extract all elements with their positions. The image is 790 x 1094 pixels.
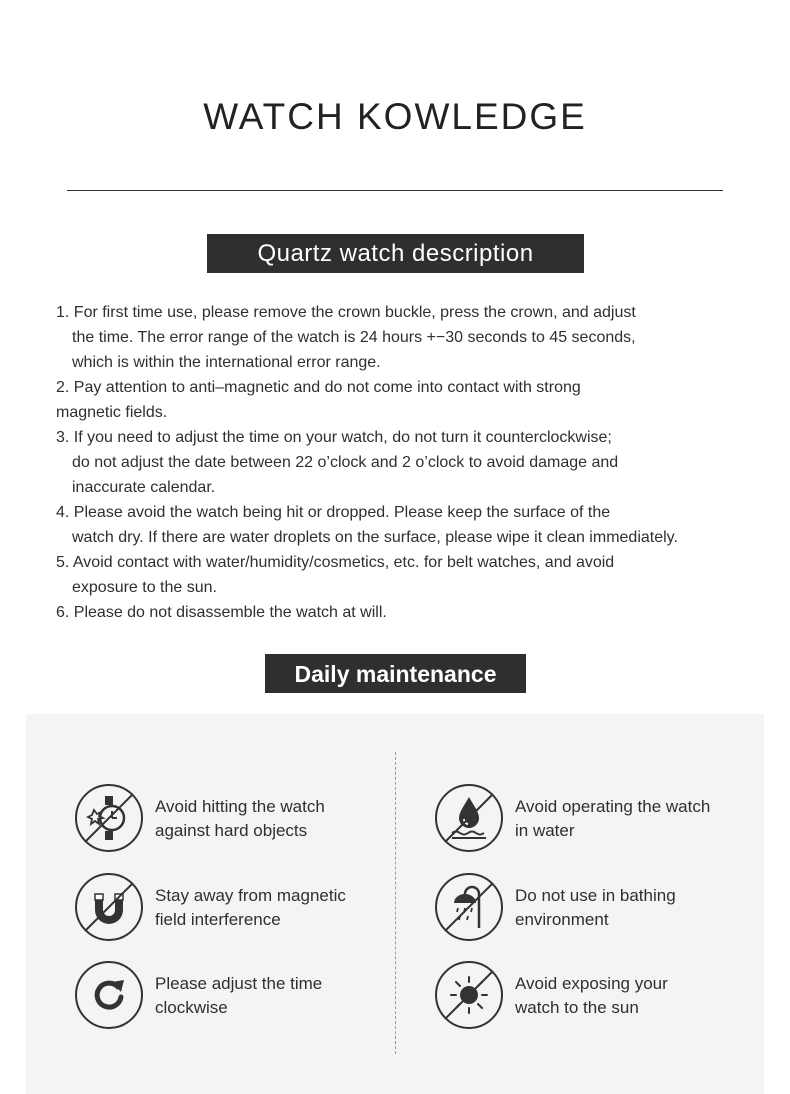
description-line: 2. Pay attention to anti–magnetic and do not come into contact with strong xyxy=(56,379,581,396)
water-drop-icon xyxy=(434,783,504,853)
shower-icon xyxy=(434,872,504,942)
maintenance-item-text xyxy=(155,884,375,932)
description-line: do not adjust the date between 22 o’clock and 2 o’clock to avoid damage and xyxy=(72,454,619,471)
clockwise-arrow-icon xyxy=(74,960,144,1030)
quartz-description xyxy=(56,300,756,625)
item-line: Avoid exposing your xyxy=(515,974,668,993)
item-line: against hard objects xyxy=(155,821,308,840)
description-line: 4. Please avoid the watch being hit or dropped. Please keep the surface of the xyxy=(56,504,611,521)
item-line: in water xyxy=(515,821,575,840)
item-line: field interference xyxy=(155,910,281,929)
description-line: exposure to the sun. xyxy=(72,579,217,596)
item-line: watch to the sun xyxy=(515,998,639,1017)
description-line: watch dry. If there are water droplets on the surface, please wipe it clean immediately. xyxy=(72,529,678,546)
description-line: 5. Avoid contact with water/humidity/cosmetics, etc. for belt watches, and avoid xyxy=(56,554,615,571)
item-line: Avoid operating the watch xyxy=(515,797,711,816)
maintenance-item-text xyxy=(155,972,375,1020)
maintenance-item-text xyxy=(515,972,735,1020)
item-line: Do not use in bathing xyxy=(515,886,676,905)
title-divider xyxy=(67,190,723,191)
sun-icon xyxy=(434,960,504,1030)
description-line: 3. If you need to adjust the time on your watch, do not turn it counterclockwise; xyxy=(56,429,612,446)
daily-section-header: Daily maintenance xyxy=(265,654,526,693)
column-divider xyxy=(395,752,396,1054)
magnet-icon xyxy=(74,872,144,942)
item-line: Stay away from magnetic xyxy=(155,886,346,905)
item-line: Avoid hitting the watch xyxy=(155,797,325,816)
description-line: which is within the international error range. xyxy=(72,354,381,371)
quartz-section-header: Quartz watch description xyxy=(207,234,584,273)
description-line: inaccurate calendar. xyxy=(72,479,216,496)
watch-impact-icon xyxy=(74,783,144,853)
maintenance-item-text xyxy=(515,884,735,932)
maintenance-item-text xyxy=(515,795,735,843)
maintenance-item-text xyxy=(155,795,375,843)
description-line: the time. The error range of the watch is 24 hours +−30 seconds to 45 seconds, xyxy=(72,329,636,346)
description-line: 1. For first time use, please remove the crown buckle, press the crown, and adjust xyxy=(56,304,636,321)
item-line: environment xyxy=(515,910,609,929)
description-line: magnetic fields. xyxy=(56,404,168,421)
page-title: WATCH KOWLEDGE xyxy=(203,96,587,137)
description-line: 6. Please do not disassemble the watch at will. xyxy=(56,604,387,621)
item-line: clockwise xyxy=(155,998,228,1017)
item-line: Please adjust the time xyxy=(155,974,323,993)
